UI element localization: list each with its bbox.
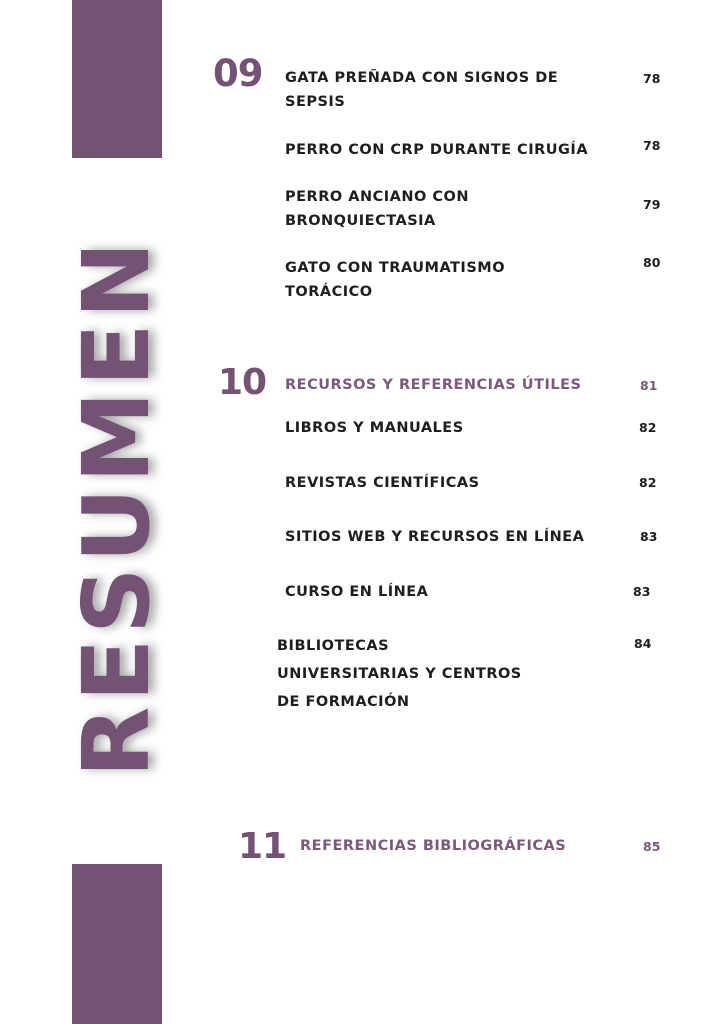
toc-entry-page: 82 (639, 420, 657, 435)
toc-entry-title[interactable]: LIBROS Y MANUALES (285, 420, 464, 436)
toc-entry-title[interactable]: PERRO ANCIANO CON BRONQUIECTASIA (285, 189, 469, 229)
toc-entry-title[interactable]: PERRO CON CRP DURANTE CIRUGÍA (285, 142, 589, 158)
toc-entry-page: 78 (643, 71, 661, 86)
toc-entry-title[interactable]: BIBLIOTECAS UNIVERSITARIAS Y CENTROS DE FORMACIÓN (277, 638, 522, 710)
toc-entry-page: 82 (639, 475, 657, 490)
toc-entry-page: 84 (634, 636, 652, 651)
toc-entry-title[interactable]: GATA PREÑADA CON SIGNOS DE SEPSIS (285, 70, 559, 110)
side-title: RESUMEN (63, 236, 170, 778)
section-number-09: 09 (213, 52, 263, 95)
section-number-10: 10 (218, 362, 267, 403)
toc-entry-page: 79 (643, 197, 661, 212)
toc-entry-title[interactable]: SITIOS WEB Y RECURSOS EN LÍNEA (285, 529, 585, 545)
section-number-11: 11 (238, 826, 287, 867)
toc-entry-title[interactable]: RECURSOS Y REFERENCIAS ÚTILES (285, 377, 582, 393)
toc-entry-page: 83 (640, 529, 658, 544)
toc-entry-page: 83 (633, 584, 651, 599)
toc-entry-page: 78 (643, 138, 661, 153)
toc-entry-title[interactable]: GATO CON TRAUMATISMO TORÁCICO (285, 260, 506, 300)
toc-entry-page: 80 (643, 255, 661, 270)
toc-entry-page: 85 (643, 839, 661, 854)
toc-entry-page: 81 (640, 378, 658, 393)
toc-entry-title[interactable]: REFERENCIAS BIBLIOGRÁFICAS (300, 838, 567, 854)
toc-entry-title[interactable]: REVISTAS CIENTÍFICAS (285, 475, 480, 491)
decorative-bar-top (72, 0, 162, 158)
decorative-bar-bottom (72, 864, 162, 1024)
toc-entry-title[interactable]: CURSO EN LÍNEA (285, 584, 429, 600)
